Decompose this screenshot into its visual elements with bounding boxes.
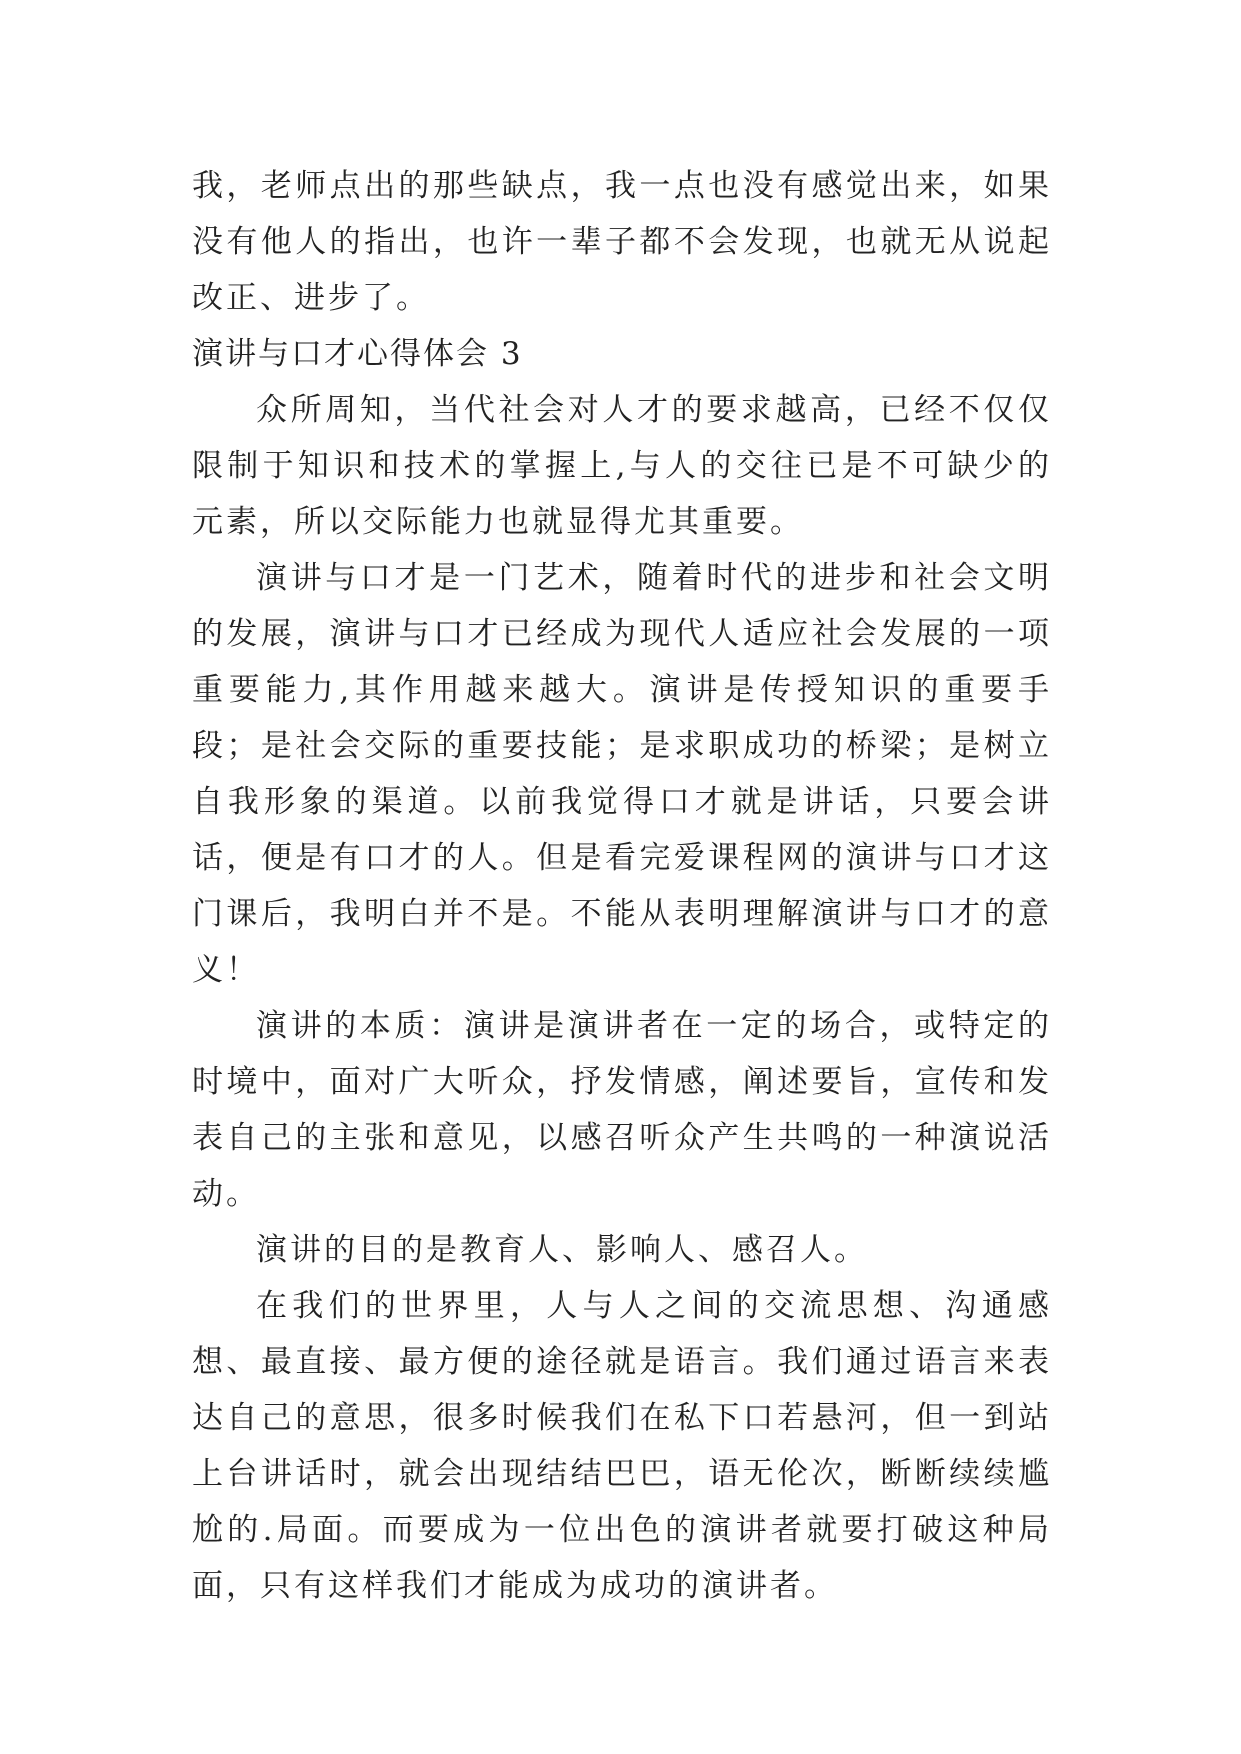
section-heading: 演讲与口才心得体会 3 bbox=[192, 336, 523, 372]
paragraph-language-communication: 在我们的世界里，人与人之间的交流思想、沟通感想、最直接、最方便的途径就是语言。我们通过语言来表达自己的意思，很多时候我们在私下口若悬河，但一到站上台讲话时，就会出现结结巴巴，语无伦次，断断续续尴尬的.局面。而要成为一位出色的演讲者就要打破这种局面，只有这样我们才能成为成功的演讲者。 bbox=[192, 1288, 1052, 1604]
paragraph-continuation: 我，老师点出的那些缺点，我一点也没有感觉出来，如果没有他人的指出，也许一辈子都不会发现，也就无从说起改正、进步了。 bbox=[192, 168, 1052, 316]
paragraph-social-skills: 众所周知，当代社会对人才的要求越高，已经不仅仅限制于知识和技术的掌握上,与人的交往已是不可缺少的元素，所以交际能力也就显得尤其重要。 bbox=[192, 392, 1052, 540]
document-body bbox=[192, 158, 1052, 1614]
paragraph-speech-art: 演讲与口才是一门艺术，随着时代的进步和社会文明的发展，演讲与口才已经成为现代人适应社会发展的一项重要能力,其作用越来越大。演讲是传授知识的重要手段；是社会交际的重要技能；是求职成功的桥梁；是树立自我形象的渠道。以前我觉得口才就是讲话，只要会讲话，便是有口才的人。但是看完爱课程网的演讲与口才这门课后，我明白并不是。不能从表明理解演讲与口才的意义！ bbox=[192, 560, 1052, 988]
paragraph-speech-essence: 演讲的本质：演讲是演讲者在一定的场合，或特定的时境中，面对广大听众，抒发情感，阐述要旨，宣传和发表自己的主张和意见，以感召听众产生共鸣的一种演说活动。 bbox=[192, 1008, 1052, 1212]
paragraph-speech-purpose: 演讲的目的是教育人、影响人、感召人。 bbox=[256, 1232, 868, 1268]
